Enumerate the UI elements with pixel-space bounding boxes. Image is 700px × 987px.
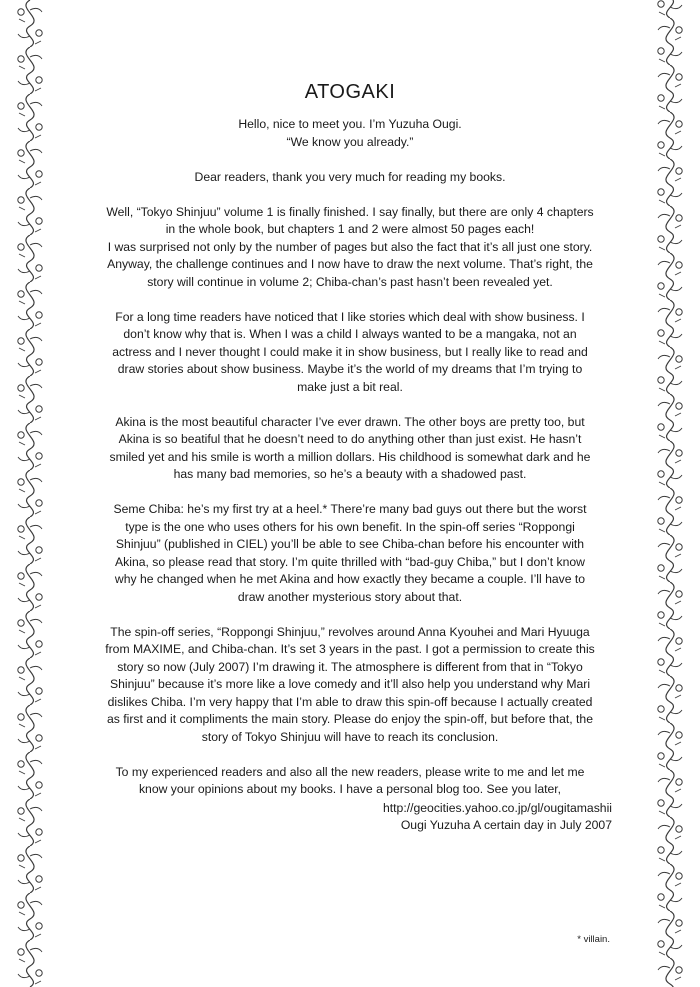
text-line: Shinjuu” (published in CIEL) you’ll be able to see Chiba-chan before his encounter with: [115, 537, 585, 551]
paragraph-seme-chiba: [92, 501, 608, 606]
text-line: as first and it compliments the main story. Please do enjoy the spin-off, but before that, the: [107, 712, 593, 726]
paragraph-thanks: [92, 169, 608, 187]
left-ornamental-border: [0, 0, 60, 987]
text-line: Anyway, the challenge continues and I now have to draw the next volume. That’s right, the: [107, 257, 593, 271]
right-vine-ornament-icon: [640, 0, 700, 987]
text-line: don’t know why that is. When I was a child I always wanted to be a mangaka, not an: [123, 327, 577, 341]
text-line: in the whole book, but chapters 1 and 2 were almost 50 pages each!: [165, 222, 535, 236]
text-line: dislikes Chiba. I’m very happy that I’m able to draw this spin-off because I actually created: [107, 694, 593, 709]
text-line: Well, “Tokyo Shinjuu” volume 1 is finally finished. I say finally, but there are only 4 chapters: [106, 204, 594, 219]
text-line: actress and I never thought I could make it in show business, but I really like to read and: [112, 344, 588, 359]
afterword-body: [92, 80, 608, 799]
text-line: has many bad memories, so he’s a beauty with a shadowed past.: [173, 467, 527, 481]
author-sign-line: Ougi Yuzuha A certain day in July 2007: [400, 818, 612, 832]
text-line: For a long time readers have noticed that I like stories which deal with show business. I: [115, 309, 585, 324]
text-line: Dear readers, thank you very much for reading my books.: [194, 169, 506, 184]
author-blog-url: http://geocities.yahoo.co.jp/gl/ougitamashii: [383, 801, 612, 815]
text-line: smiled yet and his smile is worth a million dollars. His childhood is somewhat dark and he: [109, 449, 591, 464]
text-line: Akina is so beatiful that he doesn’t need to do anything other than just exist. He hasn’t: [118, 432, 582, 446]
text-line: I was surprised not only by the number of pages but also the fact that it’s all just one story.: [107, 239, 593, 254]
text-line: To my experienced readers and also all the new readers, please write to me and let me: [115, 764, 585, 779]
text-line: Seme Chiba: he’s my first try at a heel.* There’re many bad guys out there but the worst: [113, 502, 587, 516]
text-line: draw stories about show business. Maybe it’s the world of my dreams that I’m trying to: [117, 362, 583, 376]
text-line: story so now (July 2007) I’m drawing it. The atmosphere is different from that in “Tokyo: [117, 659, 583, 674]
text-line: make just a bit real.: [297, 379, 403, 394]
left-vine-ornament-icon: [0, 0, 60, 987]
text-line: “We know you already.”: [286, 134, 414, 149]
paragraph-closing: [92, 764, 608, 799]
text-line: type is the one who uses others for his own benefit. In the spin-off series “Roppongi: [125, 519, 575, 534]
text-line: Akina is the most beautiful character I’ve ever drawn. The other boys are pretty too, but: [115, 414, 585, 429]
text-line: story will continue in volume 2; Chiba-chan’s past hasn’t been revealed yet.: [147, 274, 553, 289]
footnote: * villain.: [577, 934, 610, 945]
text-line: draw another mysterious story about that.: [237, 589, 463, 604]
text-line: from MAXIME, and Chiba-chan. It’s set 3 years in the past. I got a permission to create this: [105, 642, 595, 656]
text-line: Shinjuu” because it’s more like a love comedy and it’ll also help you understand why Mari: [109, 677, 591, 691]
paragraph-show-business: [92, 309, 608, 397]
text-line: Hello, nice to meet you. I’m Yuzuha Ougi.: [238, 117, 462, 131]
paragraph-volume-finished: [92, 204, 608, 292]
text-line: why he changed when he met Akina and how exactly they became a couple. I’ll have to: [114, 572, 586, 586]
text-line: Akina, so please read that story. I’m quite thrilled with “bad-guy Chiba,” but I don’t know: [115, 554, 585, 569]
signature-block: [383, 800, 612, 834]
right-ornamental-border: [640, 0, 700, 987]
text-line: The spin-off series, “Roppongi Shinjuu,” revolves around Anna Kyouhei and Mari Hyuuga: [110, 624, 590, 639]
paragraph-greeting: [92, 116, 608, 151]
paragraph-akina: [92, 414, 608, 484]
paragraph-spin-off: [92, 624, 608, 747]
page-title: ATOGAKI: [304, 81, 396, 103]
text-line: story of Tokyo Shinjuu will have to reach its conclusion.: [201, 729, 499, 744]
text-line: know your opinions about my books. I have a personal blog too. See you later,: [138, 782, 562, 796]
